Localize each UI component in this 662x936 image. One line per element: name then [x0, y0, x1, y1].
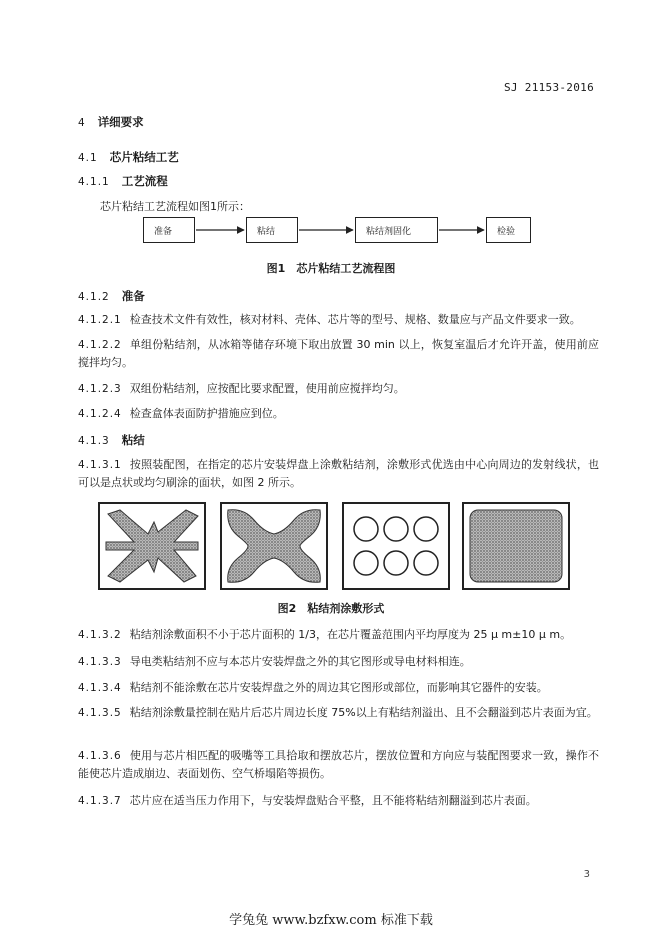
section-title: 工艺流程 [121, 174, 168, 188]
section-title: 准备 [121, 289, 145, 303]
pad-dots [342, 502, 450, 590]
clause-4-1-3-3: 4.1.3.3 导电类粘结剂不应与本芯片安装焊盘之外的其它图形或导电材料相连。 [78, 655, 471, 668]
figure-1-caption: 图1 芯片粘结工艺流程图 [266, 262, 396, 275]
section-title: 芯片粘结工艺 [109, 150, 179, 164]
clause-4-1-2-2: 4.1.2.2 单组份粘结剂，从冰箱等储存环境下取出放置 30 min 以上，恢复室温后才允许开盖，使用前应搅拌均匀。 [78, 338, 599, 369]
section-number: 4.1.2 [78, 291, 110, 303]
clause-4-1-3-2: 4.1.3.2 粘结剂涂敷面积不小于芯片面积的 1/3，在芯片覆盖范围内平均厚度为 25 μ m±10 μ m。 [78, 628, 572, 641]
section-title: 粘结 [121, 433, 145, 447]
section-title: 详细要求 [97, 115, 144, 129]
section-number: 4.1.3 [78, 435, 110, 447]
flow-arrows [143, 217, 531, 245]
clause-4-1-2-4: 4.1.2.4 检查盒体表面防护措施应到位。 [78, 407, 284, 420]
flow-step-bond: 粘结 [246, 217, 298, 243]
download-footer: 学兔兔 www.bzfxw.com 标准下载 [229, 913, 433, 928]
clause-4-1-3-1: 4.1.3.1 按照装配图，在指定的芯片安装焊盘上涂敷粘结剂，涂敷形式优选由中心向周边的发射线状，也可以是点状或均匀刷涂的面状，如图 2 所示。 [78, 458, 599, 489]
section-4-1-3-heading [78, 432, 145, 448]
flow-step-prepare: 准备 [143, 217, 195, 243]
figure-2-caption: 图2 粘结剂涂敷形式 [277, 602, 385, 615]
clause-4-1-3-4: 4.1.3.4 粘结剂不能涂敷在芯片安装焊盘之外的周边其它图形或部位，而影响其它器件的安装。 [78, 681, 548, 694]
clause-4-1-3-6: 4.1.3.6 使用与芯片相匹配的吸嘴等工具拾取和摆放芯片，摆放位置和方向应与装配图要求一致，操作不能使芯片造成崩边、表面划伤、空气桥塌陷等损伤。 [78, 749, 599, 780]
adhesive-area-pattern [470, 510, 562, 582]
flow-intro-text: 芯片粘结工艺流程如图1所示： [100, 200, 250, 213]
process-flow-diagram [143, 217, 531, 245]
section-number: 4.1.1 [78, 176, 110, 188]
clause-4-1-2-1: 4.1.2.1 检查技术文件有效性，核对材料、壳体、芯片等的型号、规格、数量应与产品文件要求一致。 [78, 313, 581, 326]
clause-4-1-3-7: 4.1.3.7 芯片应在适当压力作用下，与安装焊盘贴合平整，且不能将粘结剂翻溢到芯片表面。 [78, 794, 537, 807]
page-number: 3 [583, 869, 590, 880]
section-4-heading [78, 114, 144, 130]
section-number: 4.1 [78, 152, 98, 164]
standard-number: SJ 21153-2016 [504, 81, 594, 94]
section-4-1-heading [78, 149, 179, 165]
pad-radial-lines [98, 502, 206, 590]
section-4-1-2-heading [78, 288, 145, 304]
flow-step-inspect: 检验 [486, 217, 531, 243]
clause-4-1-2-3: 4.1.2.3 双组份粘结剂，应按配比要求配置，使用前应搅拌均匀。 [78, 382, 405, 395]
clause-4-1-3-5: 4.1.3.5 粘结剂涂敷量控制在贴片后芯片周边长度 75%以上有粘结剂溢出、且不会翻溢到芯片表面为宜。 [78, 706, 598, 719]
pad-x-shape [220, 502, 328, 590]
flow-step-cure: 粘结剂固化 [355, 217, 438, 243]
pad-full-area [462, 502, 570, 590]
section-number: 4 [78, 117, 86, 129]
section-4-1-1-heading [78, 173, 168, 189]
